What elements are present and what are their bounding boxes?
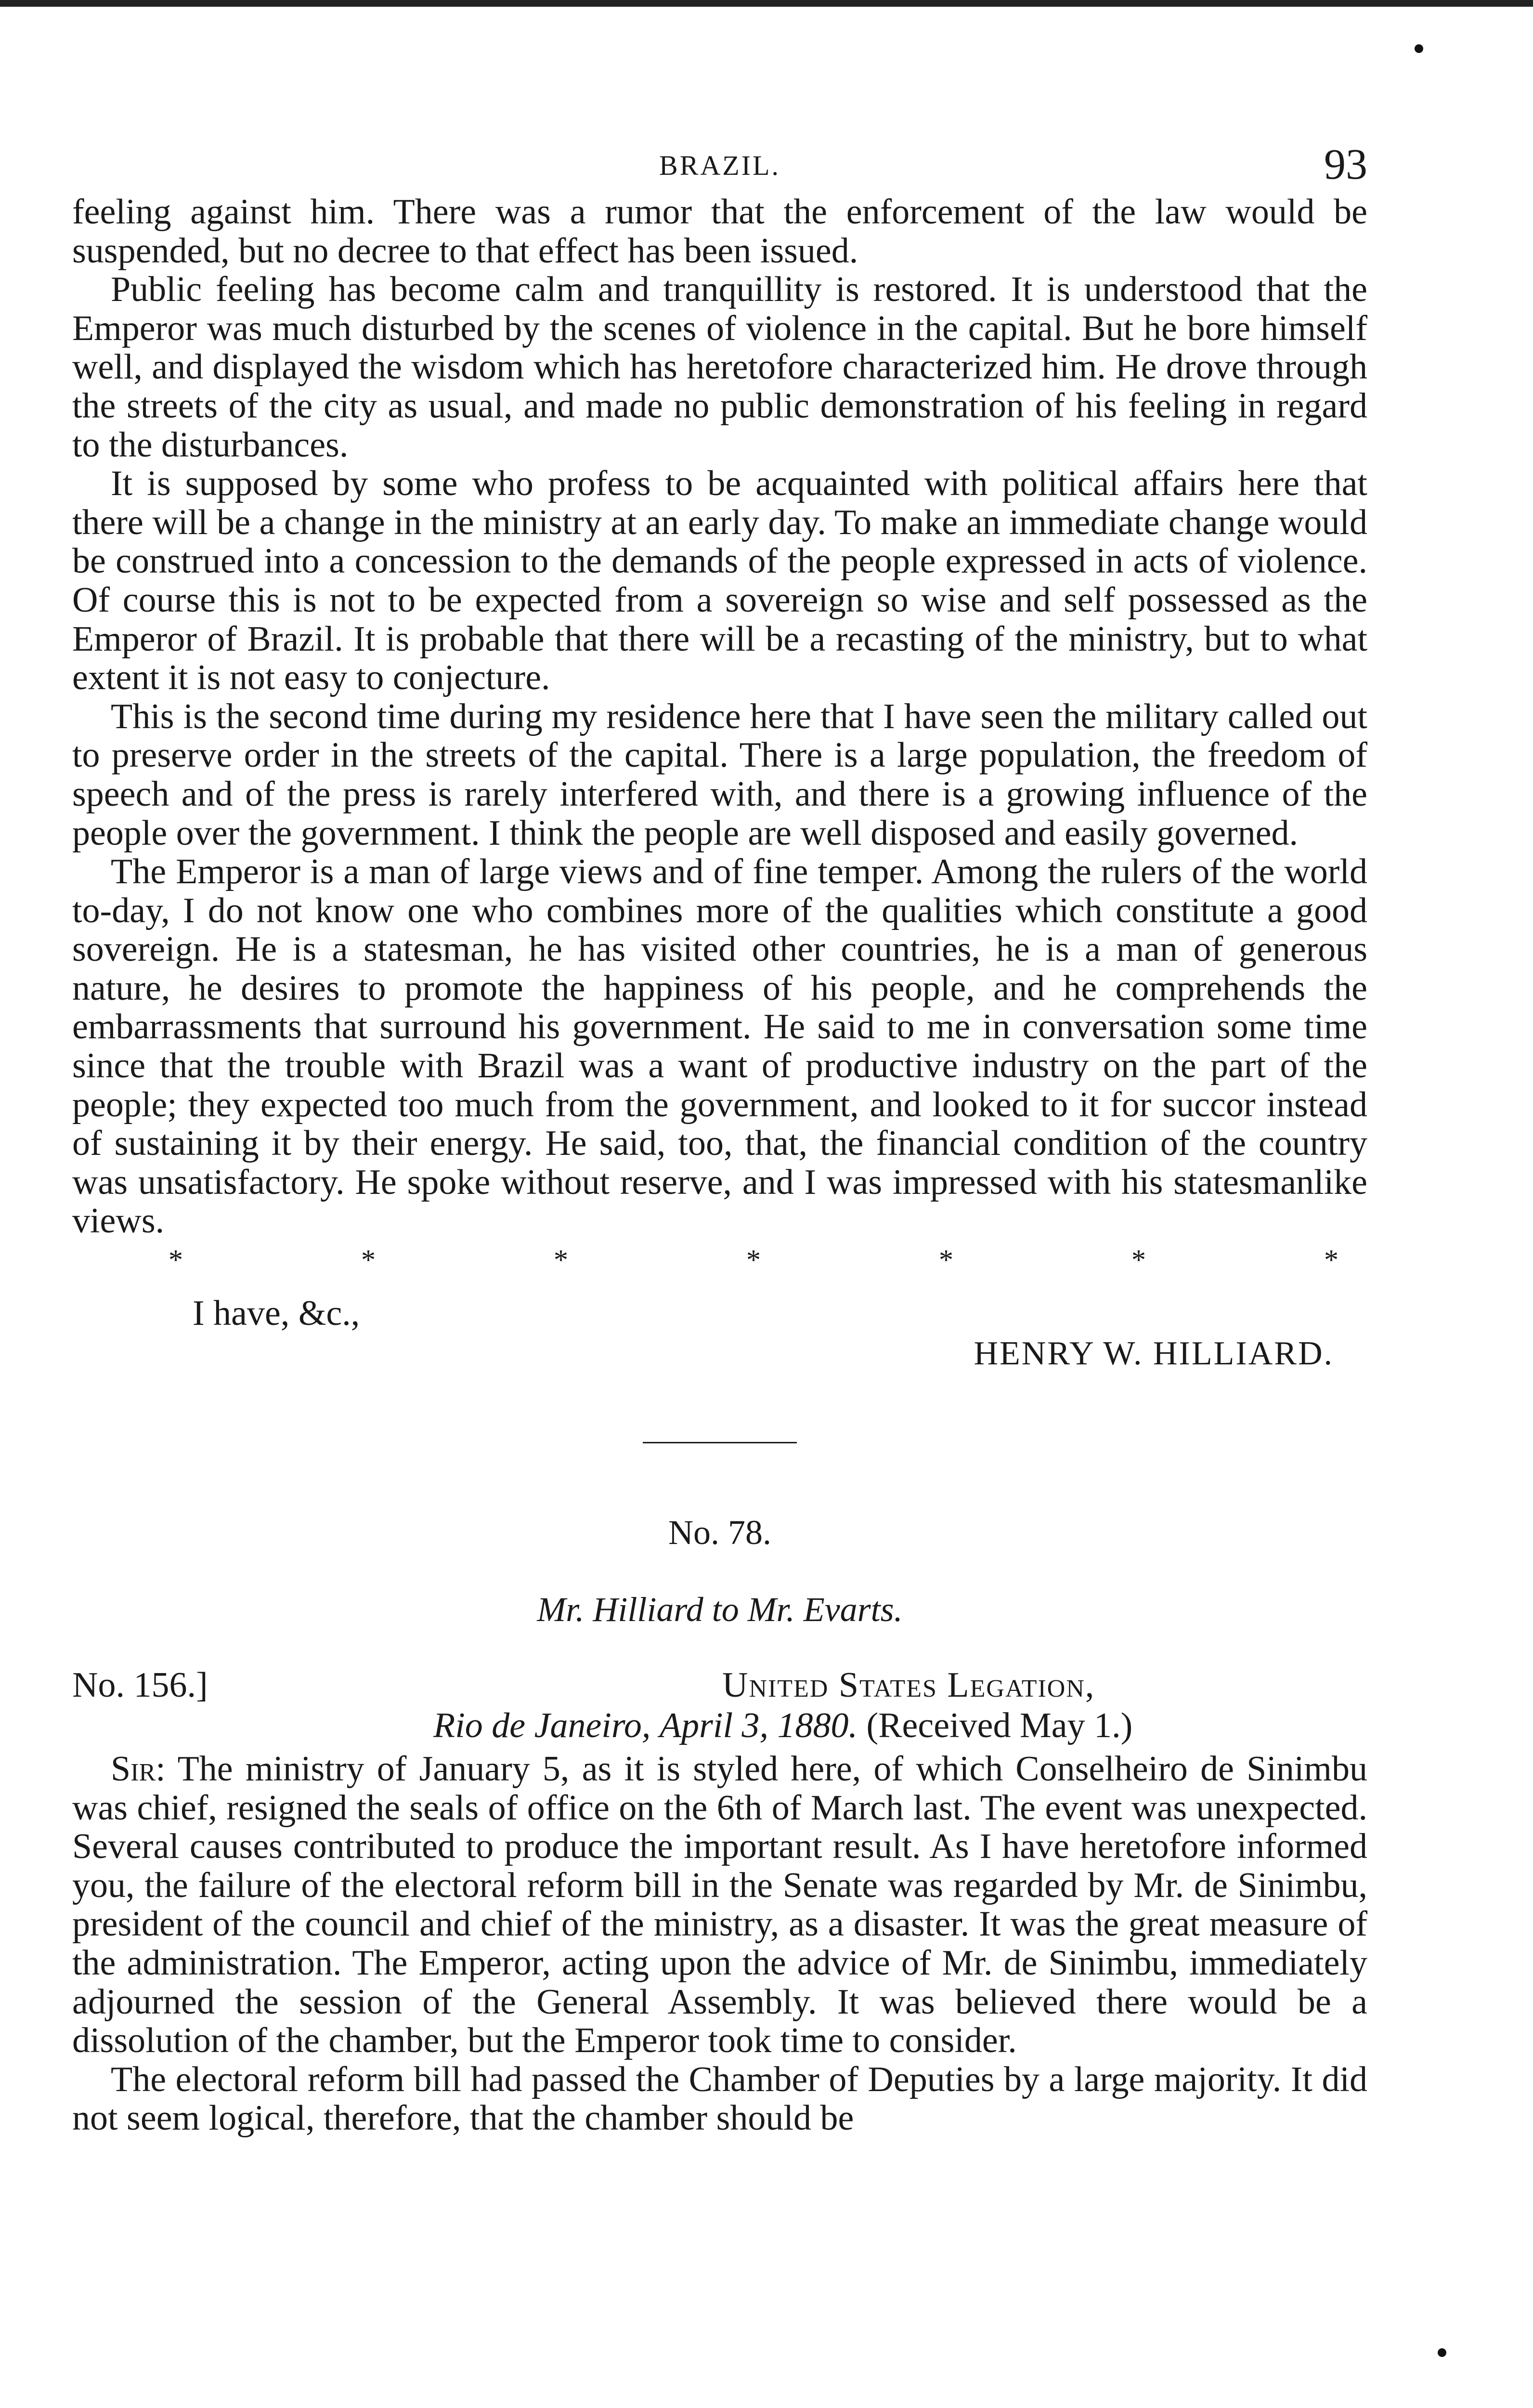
dateline (72, 1705, 1367, 1746)
paragraph-emperor: The Emperor is a man of large views and of fine temper. Among the rulers of the world to-day, I do not know one who combines more of the qualities which constitute a good sovereign. He is a statesman, he has visited other countries, he is a man of generous nature, he desires to promote the happiness of his people, and he comprehends the embarrassments that surround his government. He said to me in conversation some time since that the trouble with Brazil was a want of productive industry on the part of the people; they expected too much from the government, and looked to it for succor instead of sustaining it by their energy. He said, too, that, the financial condition of the country was unsatisfactory. He spoke without reserve, and I was impressed with his statesmanlike views. (72, 852, 1367, 1241)
despatch-number: No. 156.] (72, 1665, 208, 1705)
paragraph-public-feeling: Public feeling has become calm and tranquillity is restored. It is understood that the Emperor was much disturbed by the scenes of violence in the capital. But he bore himself well, and displayed the wisdom which has heretofore characterized him. He drove through the streets of the city as usual, and made no public demonstration of his feeling in regard to the disturbances. (72, 270, 1367, 465)
margin-dot-bottom (1438, 2348, 1446, 2357)
legation-name: United States Legation, (722, 1665, 1095, 1705)
top-edge-rule (0, 0, 1533, 7)
page-number: 93 (1324, 141, 1367, 188)
closing: I have, &c., (193, 1294, 360, 1334)
paragraph-ministry-resigned (72, 1750, 1367, 2060)
paragraph-ministry-change: It is supposed by some who profess to be acquainted with political affairs here that there will be a change in the ministry at an early day. To make an immediate change would be construed into a concession to the demands of the people expressed in acts of violence. Of course this is not to be expected from a sovereign so wise and self possessed as the Emperor of Brazil. It is probable that there will be a recasting of the ministry, but to what extent it is not easy to conjecture. (72, 464, 1367, 698)
margin-dot-top (1415, 44, 1423, 53)
star: * (361, 1244, 376, 1276)
section-divider (643, 1442, 797, 1443)
document-title: Mr. Hilliard to Mr. Evarts. (537, 1590, 903, 1629)
star: * (1131, 1244, 1146, 1276)
dateline-date: April 3, 1880. (659, 1706, 858, 1746)
paragraph-electoral-reform: The electoral reform bill had passed the Chamber of Deputies by a large majority. It did not seem logical, therefore, that the chamber should be (72, 2059, 1367, 2138)
running-head (72, 140, 1367, 193)
star: * (554, 1244, 568, 1276)
paragraph-ministry-resigned-text: The ministry of January 5, as it is styled here, of which Conselheiro de Sinimbu was chief, resigned the seals of office on the 6th of March last. The event was unexpected. Several causes contributed to produce the important result. As I have heretofore informed you, the failure of the electoral reform bill in the Senate was regarded by Mr. de Sinimbu, president of the council and chief of the ministry, as a disaster. It was the great measure of the administration. The Emperor, acting upon the advice of Mr. de Sinimbu, immediately adjourned the session of the General Assembly. It was believed there would be a dissolution of the chamber, but the Emperor took time to consider. (72, 1749, 1367, 2061)
paragraph-military: This is the second time during my residence here that I have seen the military called out to preserve order in the streets of the capital. There is a large population, the freedom of speech and of the press is rarely interfered with, and there is a growing influence of the people over the government. I think the people are well disposed and easily governed. (72, 696, 1367, 853)
document-number: No. 78. (668, 1513, 771, 1552)
ellipsis-stars (72, 1241, 1367, 1279)
star: * (746, 1244, 761, 1276)
page-body (72, 140, 1367, 2138)
dateline-received: (Received May 1.) (866, 1706, 1133, 1746)
star: * (1324, 1244, 1338, 1276)
running-title: BRAZIL. (659, 150, 780, 181)
signature: HENRY W. HILLIARD. (974, 1335, 1334, 1373)
dateline-place: Rio de Janeiro, (433, 1706, 651, 1746)
star: * (939, 1244, 953, 1276)
star: * (169, 1244, 183, 1276)
paragraph-continuation: feeling against him. There was a rumor that the enforcement of the law would be suspended, but no decree to that effect has been issued. (72, 192, 1367, 271)
despatch-header (72, 1665, 1367, 1705)
salutation: Sir: (111, 1749, 166, 1789)
